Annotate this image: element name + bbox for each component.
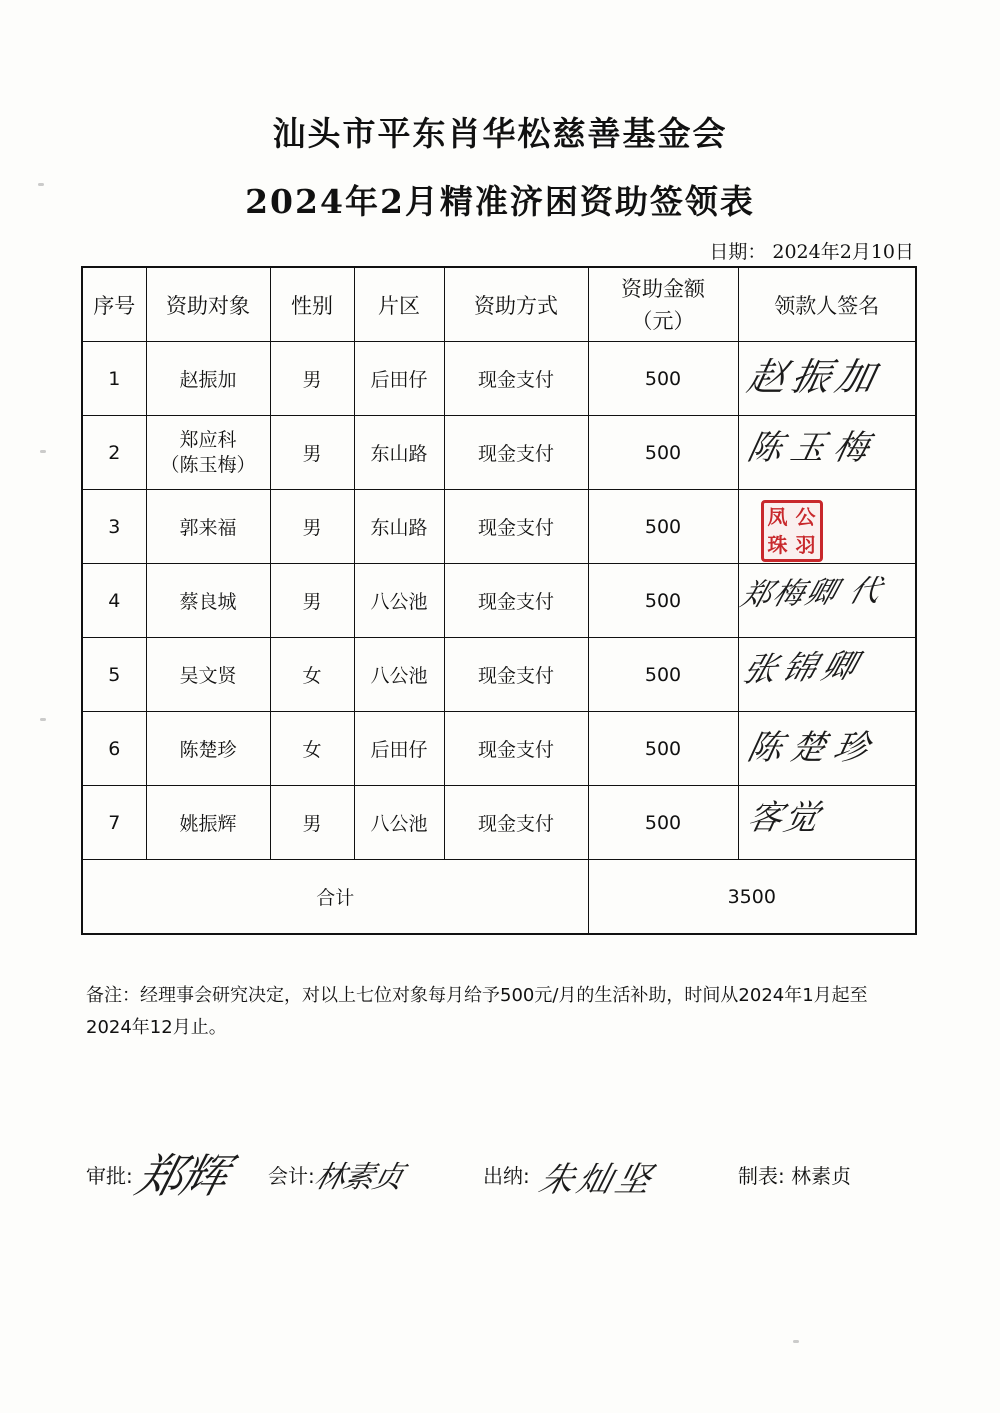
seal-char: 公 <box>795 505 816 529</box>
col-header-amount-line1: 资助金额 <box>621 276 705 301</box>
handwritten-signature: 郑梅卿 代 <box>735 573 887 614</box>
col-header-no: 序号 <box>82 267 146 342</box>
scan-speck <box>40 718 46 721</box>
preparer-field <box>738 1160 851 1189</box>
cashier-signature: 朱灿坚 <box>535 1160 660 1200</box>
form-date <box>709 237 914 264</box>
seal-char: 羽 <box>795 533 816 557</box>
scan-speck <box>793 1340 799 1343</box>
signature-cell <box>738 416 916 490</box>
handwritten-signature: 张锦卿 <box>737 645 868 690</box>
row-area: 八公池 <box>354 638 444 712</box>
form-title: 2024年2月精准济困资助签领表 <box>245 182 755 221</box>
approval-signature: 郑辉 <box>130 1149 232 1203</box>
row-recipient: 赵振加 <box>146 342 270 416</box>
row-gender: 男 <box>270 564 354 638</box>
col-header-recipient: 资助对象 <box>146 267 270 342</box>
table-row <box>82 564 916 638</box>
handwritten-signature: 客觉 <box>743 798 825 838</box>
col-header-amount-unit: （元） <box>631 308 695 333</box>
row-recipient: 蔡良城 <box>146 564 270 638</box>
row-amount: 500 <box>588 416 738 490</box>
table-row <box>82 490 916 564</box>
handwritten-signature: 陈楚珍 <box>743 728 882 768</box>
row-recipient-proxy: （陈玉梅） <box>160 453 256 476</box>
handwritten-signature: 陈玉梅 <box>743 428 882 468</box>
total-amount: 3500 <box>588 860 916 935</box>
row-amount: 500 <box>588 712 738 786</box>
row-recipient <box>146 416 270 490</box>
table-row <box>82 786 916 860</box>
remarks-note: 备注：经理事会研究决定，对以上七位对象每月给予500元/月的生活补助，时间从2024年1月起至2024年12月止。 <box>86 985 868 1038</box>
row-area: 八公池 <box>354 564 444 638</box>
row-area: 东山路 <box>354 490 444 564</box>
table-row <box>82 712 916 786</box>
row-no: 1 <box>82 342 146 416</box>
signature-cell <box>738 712 916 786</box>
row-method: 现金支付 <box>444 638 588 712</box>
col-header-area: 片区 <box>354 267 444 342</box>
org-title: 汕头市平东肖华松慈善基金会 <box>272 114 728 153</box>
row-amount: 500 <box>588 786 738 860</box>
row-gender: 男 <box>270 490 354 564</box>
row-method: 现金支付 <box>444 416 588 490</box>
cashier-field <box>483 1160 660 1200</box>
scan-speck <box>38 183 44 186</box>
row-recipient: 陈楚珍 <box>146 712 270 786</box>
total-label: 合计 <box>82 860 588 935</box>
table-row <box>82 416 916 490</box>
table-row <box>82 342 916 416</box>
seal-char: 凤 <box>767 505 788 529</box>
row-method: 现金支付 <box>444 490 588 564</box>
preparer-name: 林素贞 <box>791 1164 852 1188</box>
row-no: 3 <box>82 490 146 564</box>
col-header-amount <box>588 267 738 342</box>
signature-cell <box>738 490 916 564</box>
scan-speck <box>40 450 46 453</box>
row-recipient: 郭来福 <box>146 490 270 564</box>
row-amount: 500 <box>588 564 738 638</box>
row-amount: 500 <box>588 342 738 416</box>
row-recipient: 吴文贤 <box>146 638 270 712</box>
row-amount: 500 <box>588 490 738 564</box>
row-area: 八公池 <box>354 786 444 860</box>
row-no: 4 <box>82 564 146 638</box>
cashier-label: 出纳: <box>483 1164 530 1188</box>
row-gender: 女 <box>270 712 354 786</box>
row-area: 后田仔 <box>354 712 444 786</box>
table-row <box>82 638 916 712</box>
aid-signature-table <box>81 266 917 935</box>
row-gender: 女 <box>270 638 354 712</box>
row-no: 7 <box>82 786 146 860</box>
row-method: 现金支付 <box>444 342 588 416</box>
total-row <box>82 860 916 935</box>
col-header-signature: 领款人签名 <box>738 267 916 342</box>
signature-cell <box>735 564 916 638</box>
red-name-seal <box>761 500 823 562</box>
row-method: 现金支付 <box>444 786 588 860</box>
row-area: 东山路 <box>354 416 444 490</box>
handwritten-signature: 赵振加 <box>743 355 885 399</box>
row-gender: 男 <box>270 416 354 490</box>
row-gender: 男 <box>270 342 354 416</box>
signature-cell <box>738 786 916 860</box>
row-method: 现金支付 <box>444 712 588 786</box>
table-header-row <box>82 267 916 342</box>
col-header-method: 资助方式 <box>444 267 588 342</box>
row-no: 5 <box>82 638 146 712</box>
accountant-field <box>268 1160 407 1195</box>
row-recipient-name: 郑应科 <box>179 428 237 451</box>
signature-cell <box>738 342 916 416</box>
row-gender: 男 <box>270 786 354 860</box>
row-no: 6 <box>82 712 146 786</box>
date-label: 日期： <box>709 241 767 263</box>
seal-char: 珠 <box>767 533 788 557</box>
preparer-label: 制表: <box>738 1164 785 1188</box>
approval-field <box>86 1149 232 1203</box>
col-header-gender: 性别 <box>270 267 354 342</box>
row-recipient: 姚振辉 <box>146 786 270 860</box>
signature-cell <box>738 638 916 712</box>
approval-label: 审批: <box>86 1164 133 1188</box>
accountant-label: 会计: <box>268 1164 315 1188</box>
row-no: 2 <box>82 416 146 490</box>
row-amount: 500 <box>588 638 738 712</box>
row-area: 后田仔 <box>354 342 444 416</box>
row-method: 现金支付 <box>444 564 588 638</box>
date-value: 2024年2月10日 <box>772 241 914 263</box>
accountant-signature: 林素贞 <box>310 1160 407 1195</box>
